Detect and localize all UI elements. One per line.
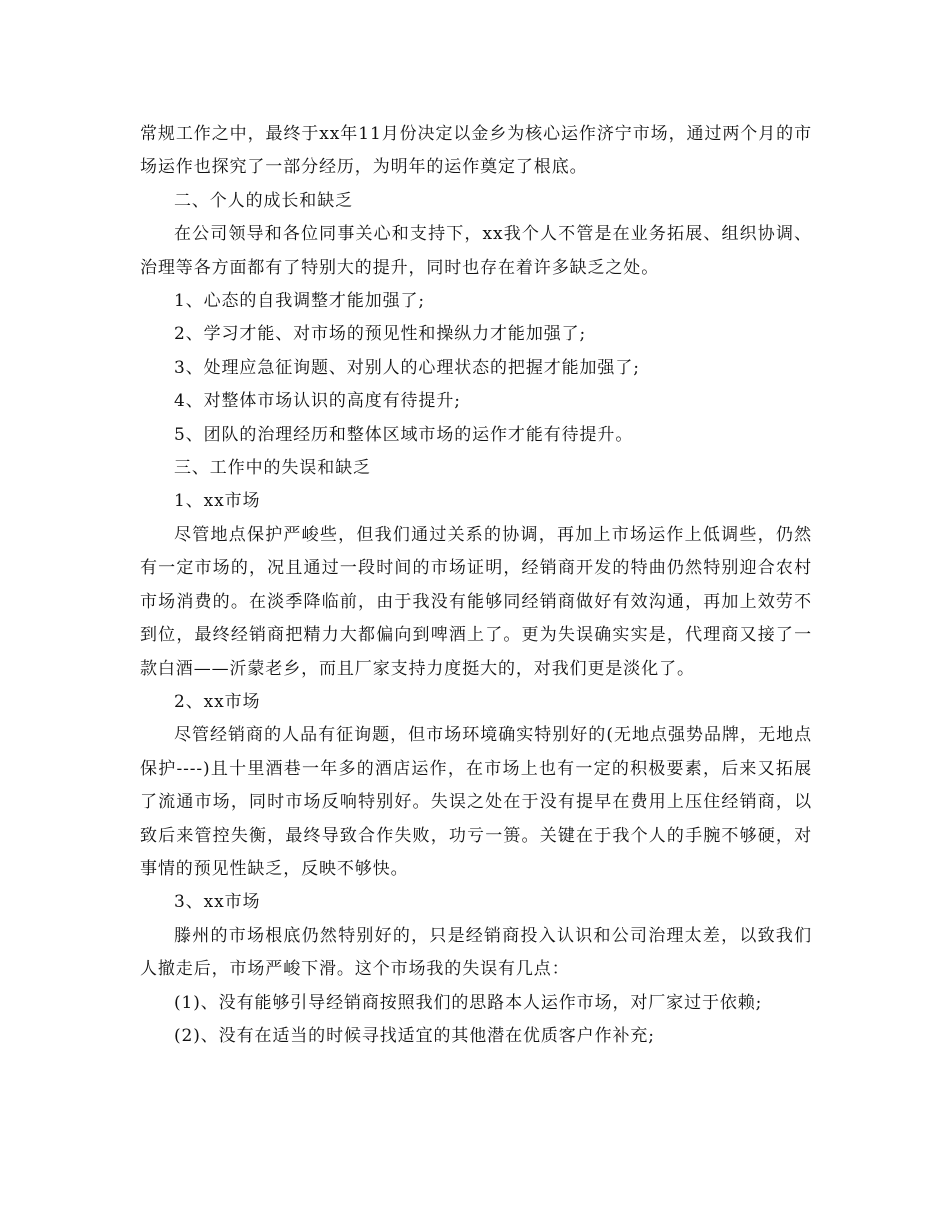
list-item: 5、团队的治理经历和整体区域市场的运作才能有待提升。 [174, 424, 634, 445]
section-heading-personal-growth: 二、个人的成长和缺乏 [174, 190, 353, 211]
subheading-market-2: 2、xx市场 [174, 691, 261, 712]
subheading-market-1: 1、xx市场 [174, 491, 261, 512]
paragraph: 滕州的市场根底仍然特别好的，只是经销商投入认识和公司治理太差，以致我们人撤走后，市场严峻下滑。这个市场我的失误有几点： [140, 925, 812, 980]
paragraph: 尽管经销商的人品有征询题，但市场环境确实特别好的(无地点强势品牌，无地点保护----)且十里酒巷一年多的酒店运作，在市场上也有一定的积极要素，后来又拓展了流通市场，同时市场反响特别好。失误之处在于没有提早在费用上压住经销商，以致后来管控失衡，最终导致合作失败，功亏一篑。关键在于我个人的手腕不够硬，对事情的预见性缺乏，反映不够快。 [140, 725, 812, 879]
list-item: (1)、没有能够引导经销商按照我们的思路本人运作市场，对厂家过于依赖; [174, 992, 763, 1013]
document-body [140, 118, 812, 1053]
paragraph: 在公司领导和各位同事关心和支持下，xx我个人不管是在业务拓展、组织协调、治理等各方面都有了特别大的提升，同时也存在着许多缺乏之处。 [140, 224, 812, 278]
list-item: 2、学习才能、对市场的预见性和操纵力才能加强了; [174, 324, 587, 345]
list-item: 1、心态的自我调整才能加强了; [174, 291, 426, 312]
paragraph-continuation: 常规工作之中，最终于xx年11月份决定以金乡为核心运作济宁市场，通过两个月的市场运作也探究了一部分经历，为明年的运作奠定了根底。 [140, 124, 812, 178]
list-item: 4、对整体市场认识的高度有待提升; [174, 391, 461, 412]
subheading-market-3: 3、xx市场 [174, 892, 261, 913]
list-item: 3、处理应急征询题、对别人的心理状态的把握才能加强了; [174, 357, 640, 378]
section-heading-mistakes: 三、工作中的失误和缺乏 [174, 458, 371, 479]
paragraph: 尽管地点保护严峻些，但我们通过关系的协调，再加上市场运作上低调些，仍然有一定市场的，况且通过一段时间的市场证明，经销商开发的特曲仍然特别迎合农村市场消费的。在淡季降临前，由于我没有能够同经销商做好有效沟通，再加上效劳不到位，最终经销商把精力大都偏向到啤酒上了。更为失误确实实是，代理商又接了一款白酒——沂蒙老乡，而且厂家支持力度挺大的，对我们更是淡化了。 [140, 524, 812, 679]
list-item: (2)、没有在适当的时候寻找适宜的其他潜在优质客户作补充; [174, 1025, 655, 1046]
